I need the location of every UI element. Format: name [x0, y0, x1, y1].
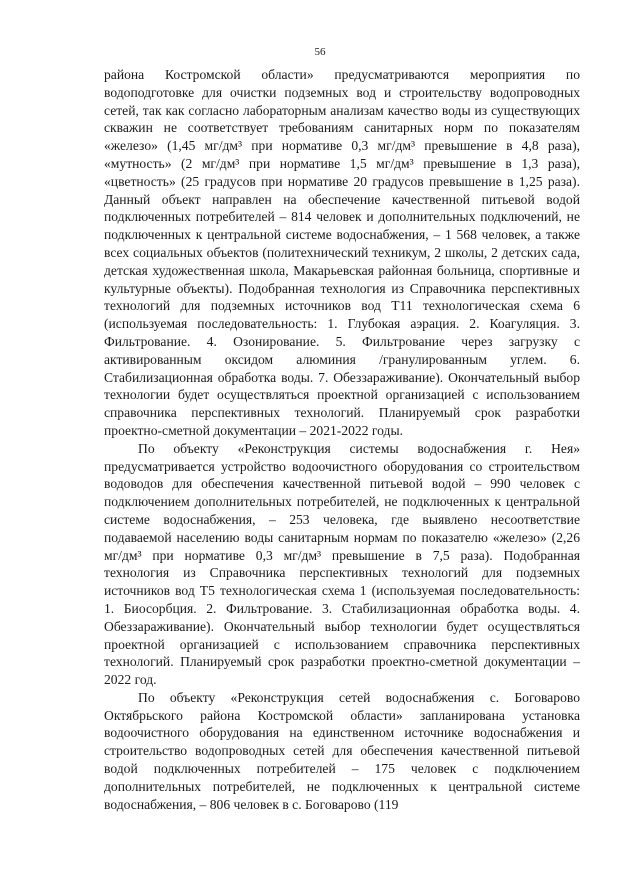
paragraph-3: По объекту «Реконструкция сетей водоснабжения с. Боговарово Октябрьского района Костромской области» запланирована установка водоочистного оборудования на единственном источнике водоснабжения и строительство водопроводных сетей для обеспечения качественной питьевой водой подключенных потребителей – 175 человек с подключением дополнительных потребителей, не подключенных к центральной системе водоснабжения, – 806 человек в с. Боговарово (119 [104, 689, 580, 812]
page-number: 56 [314, 46, 326, 58]
paragraph-2: По объекту «Реконструкция системы водоснабжения г. Нея» предусматривается устройство водоочистного оборудования со строительством водоводов для обеспечения качественной питьевой водой – 990 человек с подключением дополнительных потребителей, не подключенных к центральной системе водоснабжения, – 253 человека, где выявлено несоответствие подаваемой населению воды санитарным нормам по показателю «железо» (2,26 мг/дм³ при нормативе 0,3 мг/дм³ превышение в 7,5 раза). Подобранная технология из Справочника перспективных технологий для подземных источников вод Т5 технологическая схема 1 (используемая последовательность: 1. Биосорбция. 2. Фильтрование. 3. Стабилизационная обработка воды. 4. Обеззараживание). Окончательный выбор технологии будет осуществляться проектной организацией с использованием справочника перспективных технологий. Планируемый срок разработки проектно-сметной документации – 2022 год. [104, 440, 580, 688]
body-text [104, 66, 580, 813]
paragraph-1: района Костромской области» предусматриваются мероприятия по водоподготовке для очистки подземных вод и строительству водопроводных сетей, так как согласно лабораторным анализам качество воды из существующих скважин не соответствует требованиям санитарных норм по показателям «железо» (1,45 мг/дм³ при нормативе 0,3 мг/дм³ превышение в 4,8 раза), «мутность» (2 мг/дм³ при нормативе 1,5 мг/дм³ превышение в 1,3 раза), «цветность» (25 градусов при нормативе 20 градусов превышение в 1,25 раза). Данный объект направлен на обеспечение качественной питьевой водой подключенных потребителей – 814 человек и дополнительных подключений, не подключенных к центральной системе водоснабжения, – 1 568 человек, а также всех социальных объектов (политехнический техникум, 2 школы, 2 детских сада, детская художественная школа, Макарьевская районная больница, спортивные и культурные объекты). Подобранная технология из Справочника перспективных технологий для подземных источников вод Т11 технологическая схема 6 (используемая последовательность: 1. Глубокая аэрация. 2. Коагуляция. 3. Фильтрование. 4. Озонирование. 5. Фильтрование через загрузку с активированным оксидом алюминия /гранулированным углем. 6. Стабилизационная обработка воды. 7. Обеззараживание). Окончательный выбор технологии будет осуществляться проектной организацией с использованием справочника перспективных технологий. Планируемый срок разработки проектно-сметной документации – 2021-2022 годы. [104, 67, 580, 438]
